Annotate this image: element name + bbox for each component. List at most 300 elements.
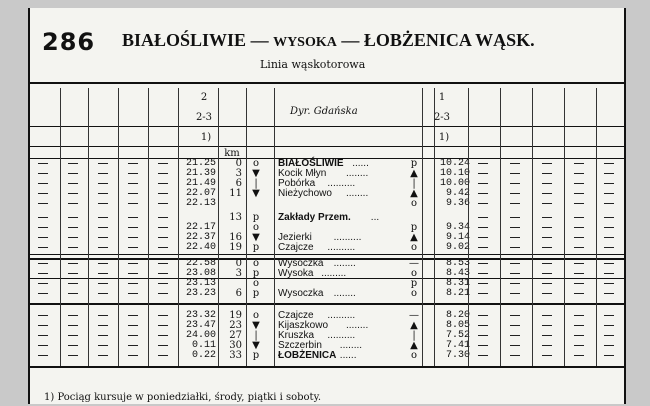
right-train-number: 1	[438, 92, 446, 103]
return-symbol: ▲	[410, 320, 418, 331]
arrival-time: 8.53	[445, 258, 470, 269]
empty-column-dash	[510, 163, 520, 164]
empty-column-dash	[574, 273, 584, 274]
station-name: Czajcze	[278, 242, 314, 253]
km-value: 33	[229, 350, 242, 361]
empty-column-dash	[604, 217, 614, 218]
left-note: 1)	[200, 132, 212, 143]
empty-column-dash	[38, 355, 48, 356]
empty-column-dash	[128, 325, 138, 326]
station-name: Pobórka	[278, 178, 316, 189]
empty-column-dash	[478, 345, 488, 346]
km-value: 13	[229, 212, 242, 223]
empty-column-dash	[478, 237, 488, 238]
direction-symbol: o	[252, 258, 260, 269]
empty-column-dash	[478, 203, 488, 204]
empty-column-dash	[574, 325, 584, 326]
km-value: 11	[229, 188, 242, 199]
empty-column-dash	[68, 237, 78, 238]
departure-time: 23.32	[185, 310, 216, 321]
return-symbol: |	[412, 330, 416, 341]
empty-column-dash	[98, 217, 108, 218]
empty-column-dash	[542, 355, 552, 356]
empty-column-dash	[38, 193, 48, 194]
divider	[30, 303, 624, 305]
departure-time: 0.22	[191, 350, 216, 361]
empty-column-dash	[68, 203, 78, 204]
empty-column-dash	[542, 325, 552, 326]
empty-column-dash	[478, 325, 488, 326]
leader-dots: ..........	[327, 178, 356, 189]
empty-column-dash	[510, 237, 520, 238]
departure-time: 0.11	[191, 340, 216, 351]
column-rule	[434, 88, 435, 366]
arrival-time: 9.34	[445, 222, 470, 233]
empty-column-dash	[38, 183, 48, 184]
left-train-class: 2-3	[195, 112, 213, 123]
column-rule	[178, 88, 179, 366]
empty-column-dash	[68, 325, 78, 326]
empty-column-dash	[68, 293, 78, 294]
direction-label: Dyr. Gdańska	[290, 106, 358, 117]
empty-column-dash	[510, 345, 520, 346]
empty-column-dash	[604, 193, 614, 194]
direction-symbol: o	[252, 310, 260, 321]
empty-column-dash	[38, 263, 48, 264]
direction-symbol: p	[252, 350, 260, 361]
empty-column-dash	[38, 217, 48, 218]
empty-column-dash	[128, 227, 138, 228]
divider	[30, 254, 624, 255]
column-rule	[468, 88, 469, 366]
empty-column-dash	[98, 237, 108, 238]
column-rule	[60, 88, 61, 366]
arrival-time: 8.21	[445, 288, 470, 299]
departure-time: 21.49	[185, 178, 216, 189]
empty-column-dash	[574, 345, 584, 346]
empty-column-dash	[478, 227, 488, 228]
empty-column-dash	[128, 237, 138, 238]
empty-column-dash	[158, 173, 168, 174]
empty-column-dash	[604, 273, 614, 274]
return-symbol: ▲	[410, 188, 418, 199]
departure-time: 22.40	[185, 242, 216, 253]
empty-column-dash	[478, 173, 488, 174]
empty-column-dash	[478, 263, 488, 264]
empty-column-dash	[574, 283, 584, 284]
station-name: ŁOBŻENICA	[278, 350, 337, 361]
empty-column-dash	[510, 315, 520, 316]
empty-column-dash	[38, 273, 48, 274]
right-train-class: 2-3	[433, 112, 451, 123]
empty-column-dash	[158, 247, 168, 248]
arrival-time: 9.02	[445, 242, 470, 253]
return-symbol: o	[410, 268, 418, 279]
empty-column-dash	[604, 335, 614, 336]
empty-column-dash	[98, 247, 108, 248]
empty-column-dash	[542, 293, 552, 294]
empty-column-dash	[128, 263, 138, 264]
empty-column-dash	[68, 345, 78, 346]
empty-column-dash	[478, 217, 488, 218]
title-part: ŁOBŻENICA WĄSK.	[363, 30, 535, 50]
arrival-time: 7.30	[445, 350, 470, 361]
divider	[30, 82, 624, 84]
station-name: BIAŁOŚLIWIE	[278, 158, 344, 169]
column-rule	[274, 88, 275, 366]
departure-time: 23.08	[185, 268, 216, 279]
empty-column-dash	[604, 227, 614, 228]
divider	[30, 258, 624, 260]
arrival-time: 9.36	[445, 198, 470, 209]
empty-column-dash	[158, 193, 168, 194]
empty-column-dash	[38, 227, 48, 228]
empty-column-dash	[510, 355, 520, 356]
km-label: km	[224, 148, 240, 159]
empty-column-dash	[68, 315, 78, 316]
km-value: 0	[235, 158, 242, 169]
return-symbol: |	[412, 178, 416, 189]
empty-column-dash	[158, 237, 168, 238]
leader-dots: ........	[346, 188, 369, 199]
empty-column-dash	[542, 183, 552, 184]
empty-column-dash	[98, 273, 108, 274]
station-name: Wysoka	[278, 268, 314, 279]
empty-column-dash	[574, 217, 584, 218]
km-value: 6	[235, 178, 242, 189]
empty-column-dash	[38, 163, 48, 164]
empty-column-dash	[158, 273, 168, 274]
empty-column-dash	[574, 335, 584, 336]
leader-dots: ...	[370, 212, 380, 223]
return-symbol: p	[410, 278, 418, 289]
empty-column-dash	[128, 315, 138, 316]
direction-symbol: |	[254, 330, 258, 341]
empty-column-dash	[68, 163, 78, 164]
arrival-time: 10.24	[439, 158, 470, 169]
empty-column-dash	[542, 163, 552, 164]
empty-column-dash	[574, 237, 584, 238]
km-value: 3	[235, 268, 242, 279]
empty-column-dash	[68, 227, 78, 228]
empty-column-dash	[510, 273, 520, 274]
leader-dots: .........	[321, 268, 347, 279]
empty-column-dash	[68, 273, 78, 274]
empty-column-dash	[574, 193, 584, 194]
direction-symbol: o	[252, 222, 260, 233]
empty-column-dash	[98, 193, 108, 194]
leader-dots: ..........	[327, 242, 356, 253]
empty-column-dash	[68, 335, 78, 336]
empty-column-dash	[128, 193, 138, 194]
empty-column-dash	[158, 325, 168, 326]
arrival-time: 7.52	[445, 330, 470, 341]
empty-column-dash	[574, 293, 584, 294]
km-value: 23	[229, 320, 242, 331]
empty-column-dash	[510, 293, 520, 294]
column-rule	[246, 88, 247, 366]
empty-column-dash	[98, 325, 108, 326]
column-rule	[500, 88, 501, 366]
empty-column-dash	[604, 325, 614, 326]
empty-column-dash	[98, 355, 108, 356]
empty-column-dash	[510, 325, 520, 326]
station-name: Wysoczka	[278, 288, 324, 299]
empty-column-dash	[574, 183, 584, 184]
empty-column-dash	[158, 315, 168, 316]
empty-column-dash	[510, 217, 520, 218]
empty-column-dash	[542, 283, 552, 284]
empty-column-dash	[478, 283, 488, 284]
arrival-time: 9.42	[445, 188, 470, 199]
empty-column-dash	[478, 183, 488, 184]
leader-dots: ..........	[327, 330, 356, 341]
title-part: WYSOKA	[273, 35, 337, 50]
departure-time: 22.07	[185, 188, 216, 199]
leader-dots: ......	[339, 350, 357, 361]
empty-column-dash	[542, 173, 552, 174]
return-symbol: p	[410, 222, 418, 233]
km-value: 16	[229, 232, 242, 243]
empty-column-dash	[38, 315, 48, 316]
empty-column-dash	[38, 203, 48, 204]
direction-symbol: ▼	[252, 340, 260, 351]
return-symbol: ▲	[410, 340, 418, 351]
empty-column-dash	[158, 355, 168, 356]
empty-column-dash	[574, 355, 584, 356]
empty-column-dash	[98, 183, 108, 184]
empty-column-dash	[38, 345, 48, 346]
departure-time: 21.25	[185, 158, 216, 169]
column-rule	[564, 88, 565, 366]
empty-column-dash	[128, 273, 138, 274]
station-name: Czajcze	[278, 310, 314, 321]
empty-column-dash	[510, 173, 520, 174]
station-name: Jezierki	[278, 232, 312, 243]
empty-column-dash	[478, 315, 488, 316]
empty-column-dash	[604, 237, 614, 238]
empty-column-dash	[128, 283, 138, 284]
arrival-time: 8.31	[445, 278, 470, 289]
station-name: Kocik Młyn	[278, 168, 327, 179]
empty-column-dash	[158, 163, 168, 164]
empty-column-dash	[68, 193, 78, 194]
title-part: —	[246, 30, 274, 50]
empty-column-dash	[158, 293, 168, 294]
empty-column-dash	[604, 355, 614, 356]
route-subtitle: Linia wąskotorowa	[260, 58, 366, 71]
arrival-time: 10.10	[439, 168, 470, 179]
direction-symbol: p	[252, 288, 260, 299]
empty-column-dash	[542, 237, 552, 238]
departure-time: 22.17	[185, 222, 216, 233]
departure-time: 24.00	[185, 330, 216, 341]
empty-column-dash	[38, 173, 48, 174]
column-rule	[532, 88, 533, 366]
empty-column-dash	[542, 315, 552, 316]
empty-column-dash	[38, 247, 48, 248]
empty-column-dash	[98, 203, 108, 204]
return-symbol: p	[410, 158, 418, 169]
station-name: Kijaszkowo	[278, 320, 329, 331]
return-symbol: o	[410, 288, 418, 299]
return-symbol: —	[409, 258, 419, 269]
empty-column-dash	[158, 335, 168, 336]
km-value: 0	[235, 258, 242, 269]
empty-column-dash	[604, 293, 614, 294]
empty-column-dash	[604, 163, 614, 164]
empty-column-dash	[604, 247, 614, 248]
empty-column-dash	[128, 173, 138, 174]
direction-symbol: o	[252, 278, 260, 289]
return-symbol: —	[409, 310, 419, 321]
empty-column-dash	[158, 227, 168, 228]
station-name: Wysoczka	[278, 258, 324, 269]
empty-column-dash	[98, 263, 108, 264]
empty-column-dash	[542, 217, 552, 218]
empty-column-dash	[128, 335, 138, 336]
column-rule	[218, 88, 219, 366]
departure-time: 23.13	[185, 278, 216, 289]
empty-column-dash	[510, 283, 520, 284]
empty-column-dash	[98, 293, 108, 294]
empty-column-dash	[604, 173, 614, 174]
timetable-page	[28, 8, 626, 404]
return-symbol: o	[410, 198, 418, 209]
empty-column-dash	[128, 355, 138, 356]
km-value: 30	[229, 340, 242, 351]
empty-column-dash	[128, 293, 138, 294]
empty-column-dash	[574, 203, 584, 204]
empty-column-dash	[510, 247, 520, 248]
station-name: Nieżychowo	[278, 188, 332, 199]
direction-symbol: p	[252, 212, 260, 223]
station-name: Szczerbin	[278, 340, 322, 351]
empty-column-dash	[478, 355, 488, 356]
station-name: Kruszka	[278, 330, 315, 341]
left-train-number: 2	[200, 92, 208, 103]
direction-symbol: o	[252, 158, 260, 169]
footnote: 1) Pociąg kursuje w poniedziałki, środy, piątki i soboty.	[44, 392, 322, 403]
empty-column-dash	[478, 163, 488, 164]
empty-column-dash	[128, 183, 138, 184]
km-value: 3	[235, 168, 242, 179]
arrival-time: 7.41	[445, 340, 470, 351]
return-symbol: ▲	[410, 168, 418, 179]
empty-column-dash	[68, 217, 78, 218]
empty-column-dash	[478, 335, 488, 336]
leader-dots: ........	[333, 258, 356, 269]
empty-column-dash	[158, 217, 168, 218]
empty-column-dash	[158, 263, 168, 264]
empty-column-dash	[68, 173, 78, 174]
leader-dots: ........	[339, 340, 363, 351]
direction-symbol: ▼	[252, 188, 260, 199]
empty-column-dash	[478, 193, 488, 194]
empty-column-dash	[98, 163, 108, 164]
empty-column-dash	[68, 355, 78, 356]
column-rule	[596, 88, 597, 366]
empty-column-dash	[510, 193, 520, 194]
divider	[30, 126, 624, 127]
direction-symbol: ▼	[252, 232, 260, 243]
km-value: 19	[229, 242, 242, 253]
column-rule	[422, 88, 423, 366]
departure-time: 22.37	[185, 232, 216, 243]
empty-column-dash	[574, 227, 584, 228]
empty-column-dash	[604, 315, 614, 316]
empty-column-dash	[542, 335, 552, 336]
empty-column-dash	[542, 203, 552, 204]
empty-column-dash	[68, 263, 78, 264]
departure-time: 22.58	[185, 258, 216, 269]
leader-dots: ........	[346, 320, 369, 331]
empty-column-dash	[158, 203, 168, 204]
empty-column-dash	[38, 283, 48, 284]
empty-column-dash	[604, 203, 614, 204]
empty-column-dash	[604, 283, 614, 284]
column-rule	[118, 88, 119, 366]
departure-time: 22.13	[185, 198, 216, 209]
empty-column-dash	[128, 163, 138, 164]
leader-dots: ..........	[327, 310, 356, 321]
empty-column-dash	[574, 173, 584, 174]
empty-column-dash	[158, 345, 168, 346]
divider	[30, 366, 624, 368]
empty-column-dash	[542, 273, 552, 274]
empty-column-dash	[158, 183, 168, 184]
empty-column-dash	[98, 283, 108, 284]
arrival-time: 10.00	[439, 178, 470, 189]
empty-column-dash	[98, 345, 108, 346]
divider	[30, 146, 624, 147]
column-rule	[88, 88, 89, 366]
departure-time: 23.23	[185, 288, 216, 299]
empty-column-dash	[510, 203, 520, 204]
leader-dots: ......	[352, 158, 369, 169]
km-value: 6	[235, 288, 242, 299]
title-part: BIAŁOŚLIWIE	[122, 30, 247, 50]
arrival-time: 9.14	[445, 232, 470, 243]
empty-column-dash	[128, 247, 138, 248]
direction-symbol: p	[252, 268, 260, 279]
empty-column-dash	[98, 173, 108, 174]
empty-column-dash	[574, 247, 584, 248]
empty-column-dash	[98, 335, 108, 336]
arrival-time: 8.43	[445, 268, 470, 279]
leader-dots: ..........	[333, 232, 362, 243]
empty-column-dash	[98, 227, 108, 228]
empty-column-dash	[38, 335, 48, 336]
empty-column-dash	[574, 163, 584, 164]
direction-symbol: ▼	[252, 168, 260, 179]
empty-column-dash	[542, 263, 552, 264]
departure-time: 23.47	[185, 320, 216, 331]
departure-time: 21.39	[185, 168, 216, 179]
empty-column-dash	[542, 193, 552, 194]
leader-dots: ........	[333, 288, 356, 299]
empty-column-dash	[574, 315, 584, 316]
empty-column-dash	[38, 325, 48, 326]
direction-symbol: |	[254, 178, 258, 189]
table-number: 286	[42, 28, 96, 56]
empty-column-dash	[128, 203, 138, 204]
empty-column-dash	[158, 283, 168, 284]
km-value: 19	[229, 310, 242, 321]
direction-symbol: ▼	[252, 320, 260, 331]
empty-column-dash	[542, 227, 552, 228]
empty-column-dash	[604, 263, 614, 264]
